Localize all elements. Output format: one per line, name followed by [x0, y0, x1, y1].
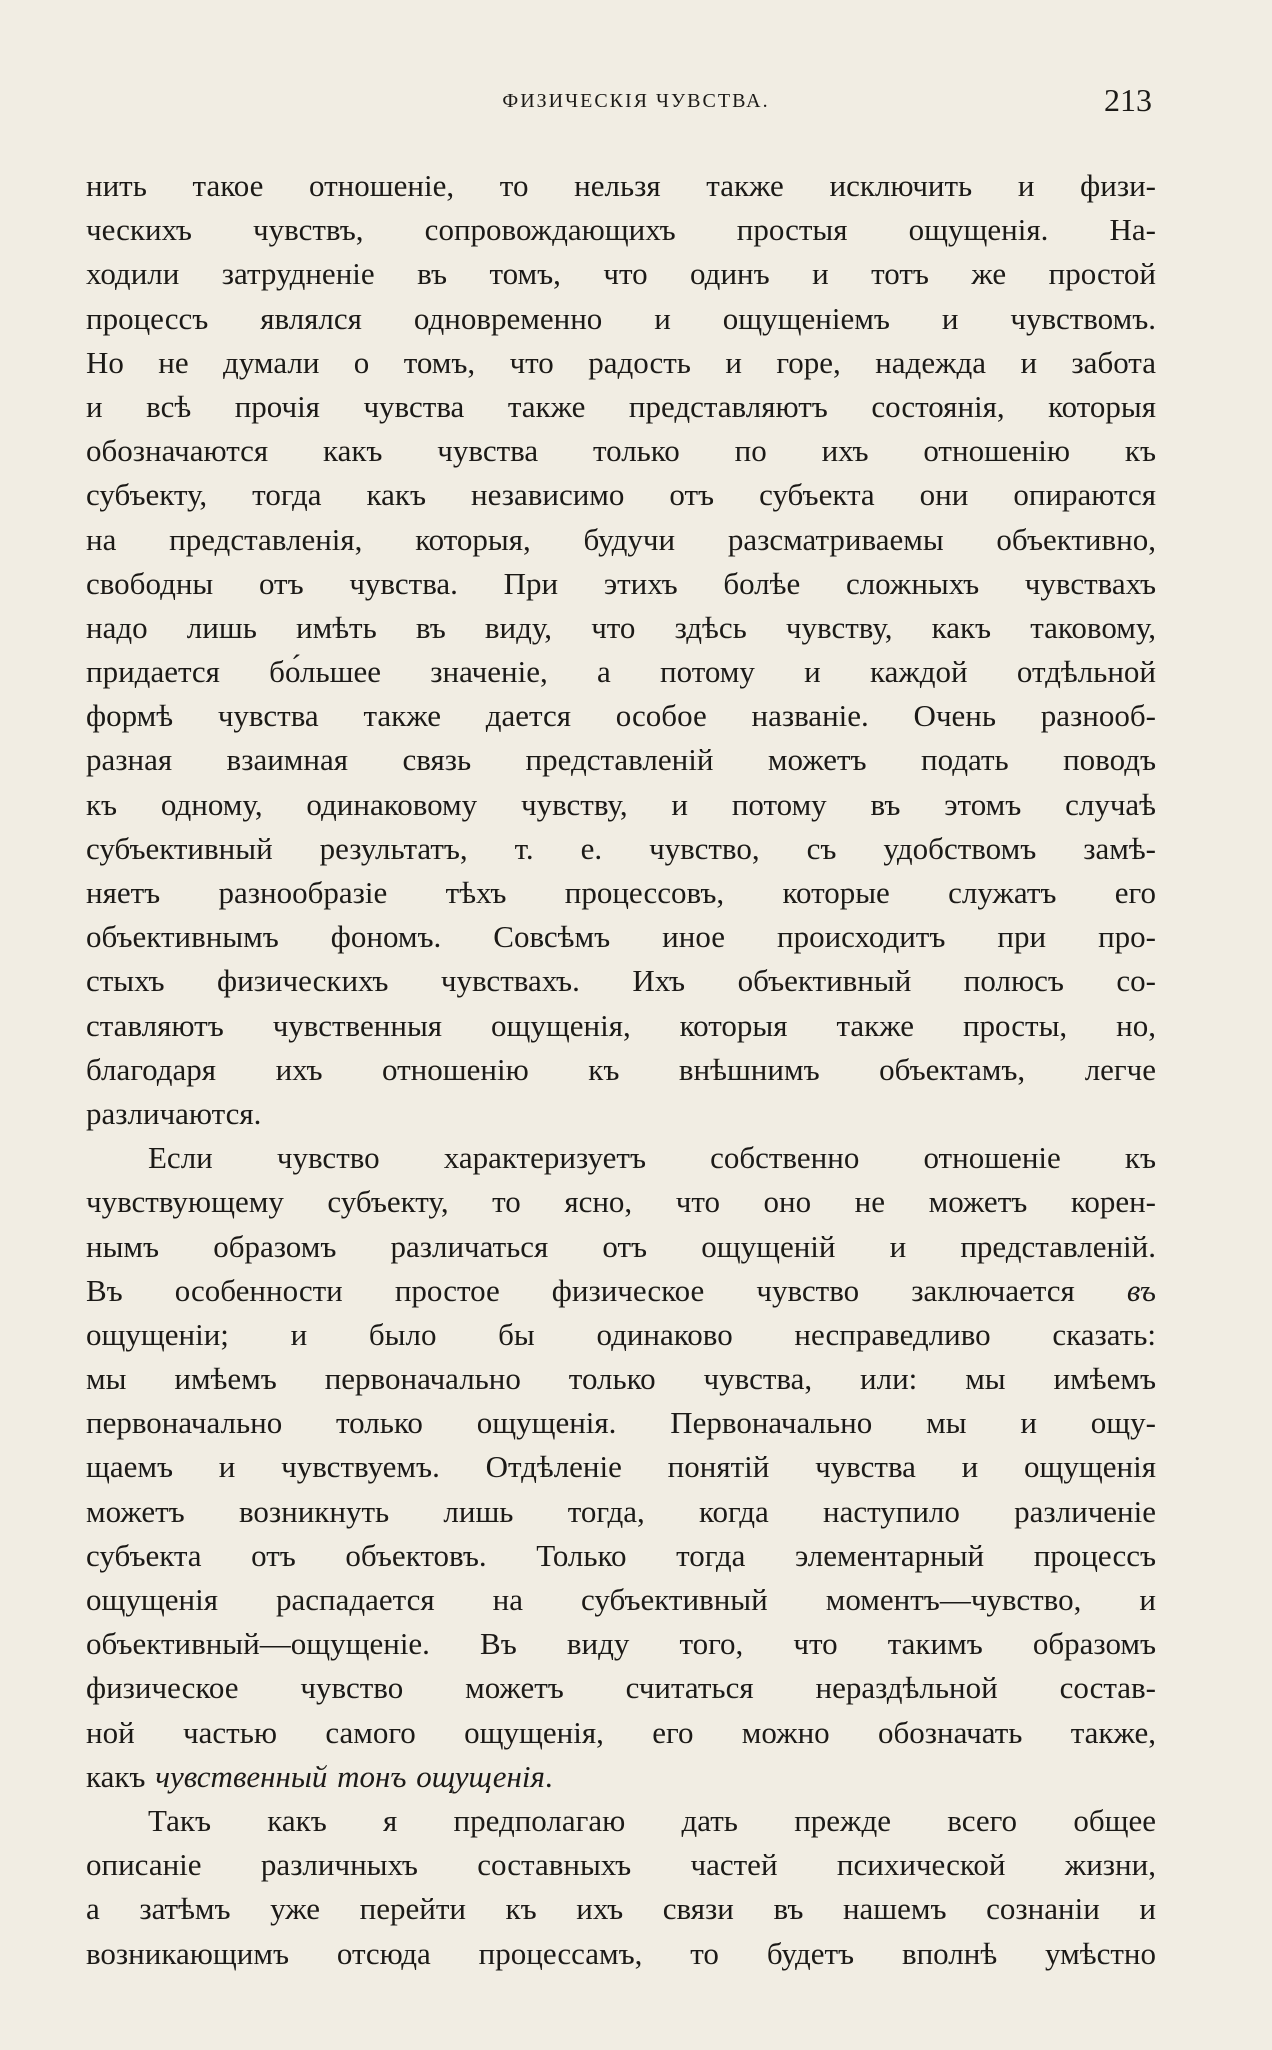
text-line: объективный—ощущеніе. Въ виду того, что такимъ образомъ	[86, 1626, 1156, 1662]
text-line: ощущенія распадается на субъективный моментъ—чувство, и	[86, 1582, 1156, 1617]
text-line: чувствующему субъекту, то ясно, что оно не можетъ корен-	[86, 1184, 1156, 1220]
body-text	[86, 164, 1156, 1976]
text-line: ощущеніи; и было бы одинаково несправедливо сказать:	[86, 1316, 1156, 1352]
text-line: различаются.	[86, 1095, 262, 1131]
text-line: на представленія, которыя, будучи разсматриваемы объективно,	[86, 521, 1156, 557]
text-line: описаніе различныхъ составныхъ частей психической жизни,	[86, 1847, 1156, 1883]
text-line: свободны отъ чувства. При этихъ болѣе сложныхъ чувствахъ	[86, 565, 1156, 601]
italic-text: чувственный тонъ ощущенія	[155, 1758, 545, 1794]
text-line: придается бо́льшее значеніе, а потому и каждой отдѣльной	[86, 654, 1156, 690]
text-line: благодаря ихъ отношенію къ внѣшнимъ объектамъ, легче	[86, 1051, 1156, 1087]
italic-text: въ	[1126, 1272, 1156, 1308]
text-line: щаемъ и чувствуемъ. Отдѣленіе понятій чувства и ощущенія	[86, 1449, 1156, 1485]
text-line: ческихъ чувствъ, сопровождающихъ простыя ощущенія. На-	[86, 212, 1156, 248]
text-line: Если чувство характеризуетъ собственно отношеніе къ	[148, 1140, 1156, 1176]
text-line: нымъ образомъ различаться отъ ощущеній и представленій.	[86, 1228, 1156, 1264]
text-line: ставляютъ чувственныя ощущенія, которыя также просты, но,	[86, 1007, 1156, 1043]
text-line: къ одному, одинаковому чувству, и потому въ этомъ случаѣ	[86, 786, 1156, 822]
text-line: можетъ возникнуть лишь тогда, когда наступило различеніе	[86, 1493, 1156, 1529]
text-line	[86, 1269, 1156, 1313]
text-line: физическое чувство можетъ считаться нераздѣльной состав-	[86, 1670, 1156, 1706]
text-line: процессъ являлся одновременно и ощущеніемъ и чувствомъ.	[86, 300, 1156, 336]
text-line	[86, 1755, 1156, 1799]
text-line: первоначально только ощущенія. Первоначально мы и ощу-	[86, 1405, 1156, 1441]
page-number: 213	[1104, 82, 1152, 118]
text-line: а затѣмъ уже перейти къ ихъ связи въ нашемъ сознаніи и	[86, 1891, 1156, 1927]
text-line: субъекту, тогда какъ независимо отъ субъекта они опираются	[86, 477, 1156, 513]
text-line: формѣ чувства также дается особое названіе. Очень разнооб-	[86, 698, 1156, 734]
text-line: возникающимъ отсюда процессамъ, то будетъ вполнѣ умѣстно	[86, 1935, 1156, 1971]
text-line: разная взаимная связь представленій можетъ подать поводъ	[86, 742, 1156, 778]
text-segment: какъ	[86, 1758, 156, 1794]
text-line: и всѣ прочія чувства также представляютъ состоянія, которыя	[86, 388, 1156, 424]
text-segment: .	[544, 1758, 553, 1794]
text-line: няетъ разнообразіе тѣхъ процессовъ, которые служатъ его	[86, 875, 1156, 910]
text-line: субъективный результатъ, т. е. чувство, съ удобствомъ замѣ-	[86, 830, 1156, 866]
text-line: обозначаются какъ чувства только по ихъ отношенію къ	[86, 433, 1156, 469]
text-line: надо лишь имѣть въ виду, что здѣсь чувству, какъ таковому,	[86, 609, 1156, 645]
text-line: Такъ какъ я предполагаю дать прежде всего общее	[148, 1802, 1156, 1838]
running-title: ФИЗИЧЕСКІЯ ЧУВСТВА.	[502, 90, 770, 112]
text-line: объективнымъ фономъ. Совсѣмъ иное происходитъ при про-	[86, 919, 1156, 955]
text-line: ной частью самого ощущенія, его можно обозначать также,	[86, 1714, 1156, 1750]
text-line: мы имѣемъ первоначально только чувства, или: мы имѣемъ	[86, 1361, 1156, 1397]
text-line: нить такое отношеніе, то нельзя также исключить и физи-	[86, 168, 1156, 203]
text-line: ходили затрудненіе въ томъ, что одинъ и тотъ же простой	[86, 256, 1156, 292]
text-line: стыхъ физическихъ чувствахъ. Ихъ объективный полюсъ со-	[86, 963, 1156, 999]
text-line: субъекта отъ объектовъ. Только тогда элементарный процессъ	[86, 1537, 1156, 1573]
text-segment: Въ особенности простое физическое чувство заключается	[86, 1272, 1127, 1308]
running-head	[0, 82, 1272, 122]
text-line: Но не думали о томъ, что радость и горе, надежда и забота	[86, 344, 1156, 380]
